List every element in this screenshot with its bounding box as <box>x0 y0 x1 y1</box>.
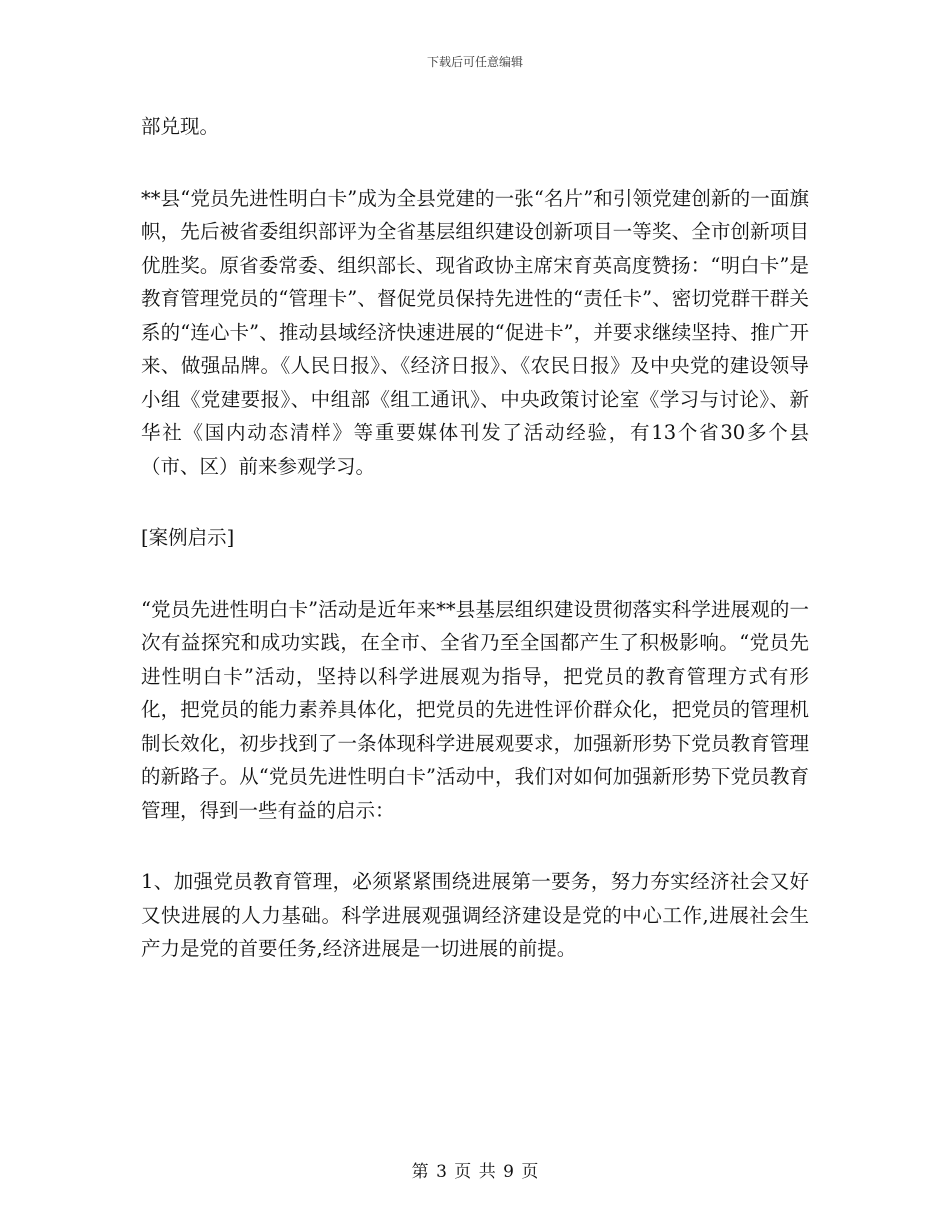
paragraph-insights: “党员先进性明白卡”活动是近年来**县基层组织建设贯彻落实科学进展观的一次有益探究和成功实践，在全市、全省乃至全国都产生了积极影响。“党员先进性明白卡”活动，坚持以科学进展观为指导，把党员的教育管理方式有形化，把党员的能力素养具体化，把党员的先进性评价群众化，把党员的管理机制长效化，初步找到了一条体现科学进展观要求，加强新形势下党员教育管理的新路子。从“党员先进性明白卡”活动中，我们对如何加强新形势下党员教育管理，得到一些有益的启示： <box>141 597 809 822</box>
paragraph-point-1: 1、加强党员教育管理，必须紧紧围绕进展第一要务，努力夯实经济社会又好又快进展的人力基础。科学进展观强调经济建设是党的中心工作,进展社会生产力是党的首要任务,经济进展是一切进展的前提。 <box>141 870 809 960</box>
paragraph-achievements: **县“党员先进性明白卡”成为全县党建的一张“名片”和引领党建创新的一面旗帜，先后被省委组织部评为全省基层组织建设创新项目一等奖、全市创新项目优胜奖。原省委常委、组织部长、现省政协主席宋育英高度赞扬：“明白卡”是教育管理党员的“管理卡”、督促党员保持先进性的“责任卡”、密切党群干群关系的“连心卡”、推动县域经济快速进展的“促进卡”，并要求继续坚持、推广开来、做强品牌。《人民日报》、《经济日报》、《农民日报》及中央党的建设领导小组《党建要报》、中组部《组工通讯》、中央政策讨论室《学习与讨论》、新华社《国内动态清样》等重要媒体刊发了活动经验，有13个省30多个县（市、区）前来参观学习。 <box>141 186 809 478</box>
section-heading: [案例启示] <box>141 526 235 549</box>
page-number: 第 3 页 共 9 页 <box>411 1162 539 1182</box>
document-body <box>141 110 809 966</box>
header-note: 下载后可任意编辑 <box>426 55 523 69</box>
paragraph-continuation: 部兑现。 <box>141 115 220 138</box>
